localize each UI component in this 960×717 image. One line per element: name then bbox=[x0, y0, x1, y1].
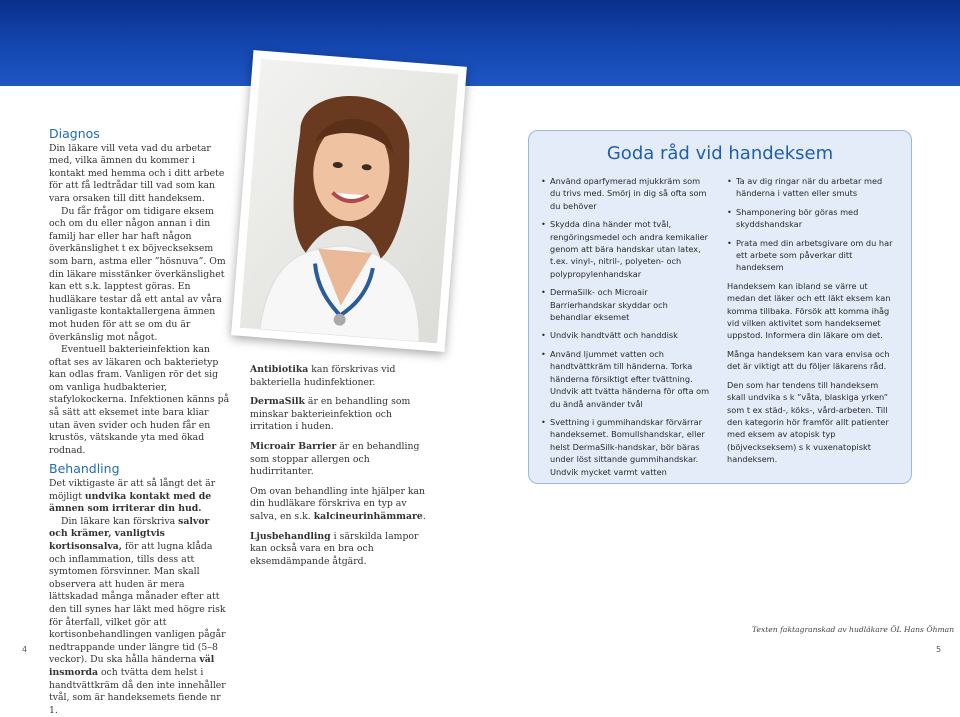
doctor-illustration bbox=[240, 59, 459, 344]
advice-paragraph: Handeksem kan ibland se värre ut medan det läker och ett läkt eksem kan komma tillbaka. Försök att komma ihåg vid vilken aktivitet som handeksemet uppstod. Informera din läkare om det. bbox=[727, 280, 891, 341]
advice-item: • Prata med din arbetsgivare om du har ett arbete som påverkar ditt handeksem bbox=[727, 237, 897, 274]
behandling-paragraph-1: Det viktigaste är att så långt det är möjligt undvika kontakt med de ämnen som irriterar din hud. bbox=[49, 478, 216, 515]
advice-item: • DermaSilk- och Microair Barrierhandskar skyddar och behandlar eksemet bbox=[541, 286, 711, 323]
page-number-left: 4 bbox=[22, 645, 28, 654]
diagnos-paragraph-1: Din läkare vill veta vad du arbetar med, vilka ämnen du kommer i kontakt med hemma och i ditt arbete för att få ledtrådar till vad som kan vara orsaken till ditt handeksem. bbox=[49, 142, 225, 204]
left-column bbox=[49, 128, 231, 717]
advice-item: • Använd oparfymerad mjukkräm som du trivs med. Smörj in dig så ofta som du behöver bbox=[541, 175, 711, 212]
dermasilk-paragraph: DermaSilk är en behandling som minskar bakterieinfektion och irritation i huden. bbox=[250, 396, 411, 433]
advice-box bbox=[528, 130, 912, 484]
microair-paragraph: Microair Barrier är en behandling som stoppar allergen och hudirritanter. bbox=[250, 440, 420, 478]
advice-item: • Undvik handtvätt och handdisk bbox=[541, 329, 711, 341]
behandling-heading: Behandling bbox=[49, 461, 120, 477]
advice-item: • Ta av dig ringar när du arbetar med händerna i vatten eller smuts bbox=[727, 175, 897, 200]
advice-item: • Shamponering bör göras med skyddshandskar bbox=[727, 206, 897, 231]
advice-box-title: Goda råd vid handeksem bbox=[606, 143, 834, 164]
middle-column bbox=[250, 364, 432, 575]
doctor-photo bbox=[231, 50, 467, 352]
antibiotika-paragraph: Antibiotika kan förskrivas vid bakteriella hudinfektioner. bbox=[250, 364, 396, 388]
behandling-paragraph-2: Din läkare kan förskriva salvor och krämer, vanligtvis kortisonsalva, för att lugna klåda och inflammation, tills dess att symtomen försvinner. Man skall observera att huden är mera lättskadad många månader efter att den till synes har läkt med högre risk för återfall, vilket gör att kortisonbehandlingen vanligen pågår nedtrappande under längre tid (5–8 veckor). Du ska hålla händerna väl insmorda och tvätta dem helst i handtvättkräm då den inte innehåller tvål, som är handeksemets fiende nr 1. bbox=[49, 515, 226, 716]
advice-column-1 bbox=[541, 175, 711, 484]
advice-item: • Svettning i gummihandskar förvärrar handeksemet. Bomullshandskar, eller helst DermaSilk-handskar, bör bäras under löst sittande gummihandskar. Undvik mycket varmt vatten bbox=[541, 416, 711, 478]
diagnos-heading: Diagnos bbox=[49, 126, 100, 141]
diagnos-paragraph-3: Eventuell bakterieinfektion kan oftat ses av läkaren och bakterietyp kan odlas fram. Vanligen rör det sig om vanliga hudbakterier, stafylokockerna. Infektionen känns på så sätt att eksemet inte bara kliar utan även svider och huden får en krustös, vätskande yta med ökad rodnad. bbox=[49, 344, 230, 456]
advice-paragraph: Många handeksem kan vara envisa och det är viktigt att du följer läkarens råd. bbox=[727, 348, 890, 372]
ljusbehandling-paragraph: Ljusbehandling i särskilda lampor kan också vara en bra och eksemdämpande åtgärd. bbox=[250, 530, 419, 567]
fact-check-note: Texten faktagranskad av hudläkare ÖL Hans Öhman bbox=[752, 625, 955, 634]
advice-item: • Använd ljummet vatten och handtvättkräm till händerna. Torka händerna försiktigt efter tvättning. Undvik att tvätta händerna för ofta om du ändå använder tvål bbox=[541, 348, 711, 410]
kalcineurin-paragraph: Om ovan behandling inte hjälper kan din hudläkare förskriva en typ av salva, en s.k. kalcineurinhämmare. bbox=[250, 485, 426, 522]
advice-column-2 bbox=[727, 175, 897, 472]
advice-paragraph: Den som har tendens till handeksem skall undvika s k ”våta, blaskiga yrken” som t ex städ-, köks-, vård-arbeten. Till den kategorin hör framför allt patienter med eksem av atopisk typ (böjveckseksem) s k vuxenatopiskt handeksem. bbox=[727, 379, 889, 465]
header-banner bbox=[0, 0, 960, 86]
diagnos-paragraph-2: Du får frågor om tidigare eksem och om du eller någon annan i din familj har eller har haft någon överkänslighet t ex böjveckseksem som barn, astma eller ”hösnuva”. Om din läkare misstänker överkänslighet kan ett s.k. lapptest göras. En hudläkare testar då ett antal av våra vanligaste kontaktallergena ämnen mot huden för att se om du är överkänslig mot något. bbox=[49, 205, 226, 343]
advice-item: • Skydda dina händer mot tvål, rengöringsmedel och andra kemikalier genom att bära handskar utan latex, t.ex. vinyl-, nitril-, polyeten- och polypropylenhandskar bbox=[541, 218, 711, 280]
page-number-right: 5 bbox=[936, 645, 942, 654]
